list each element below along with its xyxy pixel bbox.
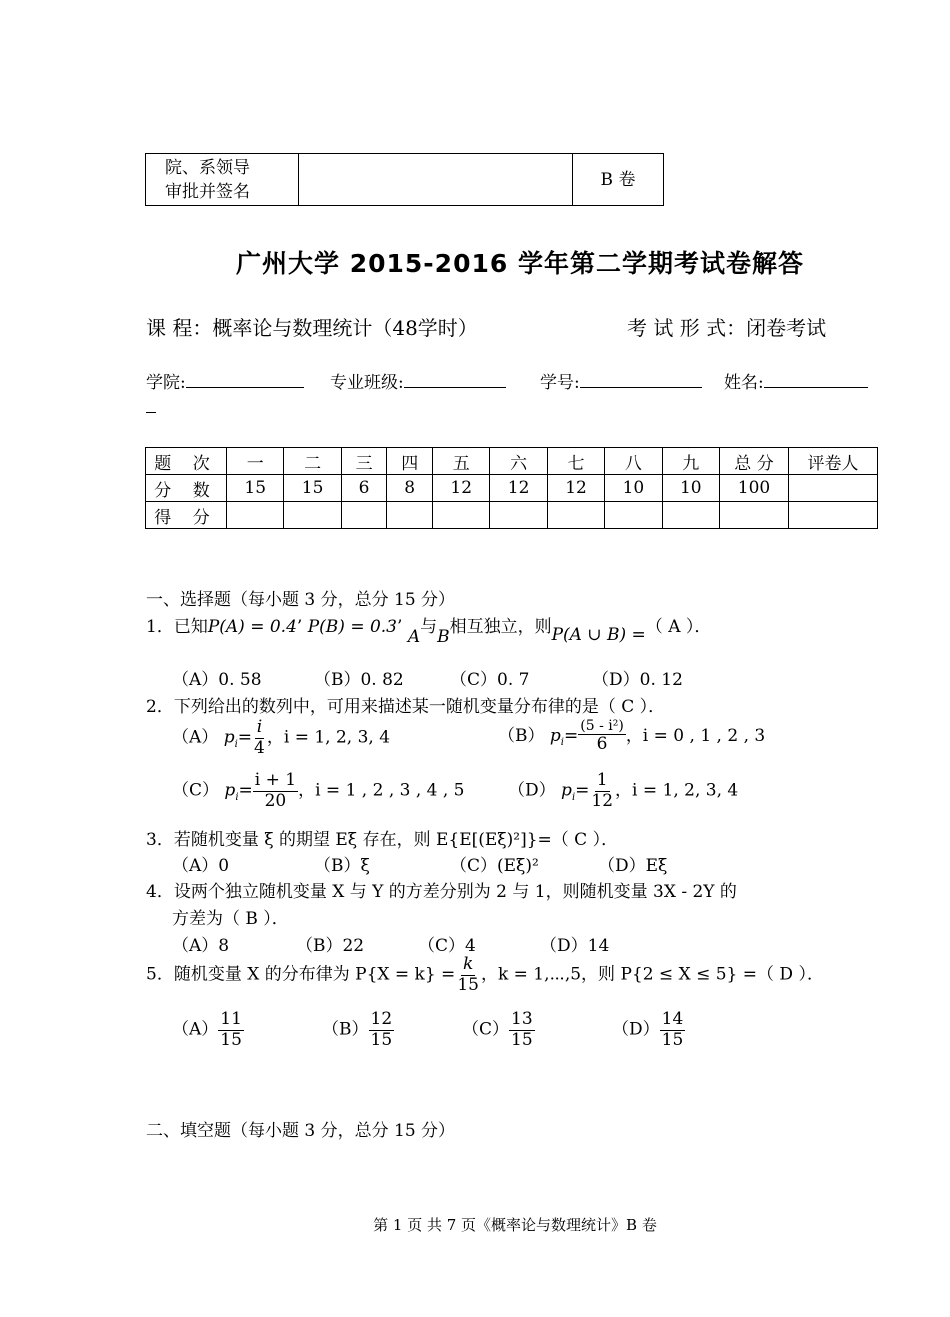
earned-label-cell: 得 分 <box>146 502 227 529</box>
earned-cell <box>789 502 878 529</box>
q2-stem: 2．下列给出的数列中，可用来描述某一随机变量分布律的是（ C ）． <box>146 697 666 717</box>
table-row <box>146 475 878 502</box>
points-cell: 100 <box>720 475 789 502</box>
earned-cell <box>662 502 719 529</box>
table-row <box>146 448 878 475</box>
course-name: 概率论与数理统计（48学时） <box>212 316 478 340</box>
signature-field <box>299 154 573 206</box>
earned-cell <box>547 502 604 529</box>
points-cell: 10 <box>605 475 662 502</box>
points-cell: 8 <box>387 475 433 502</box>
earned-cell <box>605 502 662 529</box>
name-field: 姓名: <box>724 368 868 393</box>
q5-option-c: （C） $\frac{13}{15}$ <box>462 1009 533 1050</box>
earned-cell <box>284 502 341 529</box>
q4-option-c: （C）4 <box>418 936 476 956</box>
paper-version: B 卷 <box>573 154 664 206</box>
q5-option-b: （B） $\frac{12}{15}$ <box>322 1009 393 1050</box>
header-cell: 一 <box>227 448 284 475</box>
page-footer: 第 1 页 共 7 页《概率论与数理统计》B 卷 <box>373 1216 657 1234</box>
q2-option-c: （C） $p_i=$ $\frac{i + 1}{20}$ ，i = 1 , 2 , 3 , 4 , 5 <box>172 770 465 811</box>
header-cell: 二 <box>284 448 341 475</box>
earned-cell <box>490 502 547 529</box>
points-label-cell: 分 数 <box>146 475 227 502</box>
section2-title: 二、填空题（每小题 3 分，总分 15 分） <box>146 1121 456 1141</box>
header-cell: 四 <box>387 448 433 475</box>
header-cell: 七 <box>547 448 604 475</box>
q3-option-b: （B）ξ <box>314 856 370 876</box>
course-label: 课 程： <box>146 316 213 340</box>
points-cell: 15 <box>227 475 284 502</box>
exam-title: 广州大学 2015-2016 学年第二学期考试卷解答 <box>236 249 804 278</box>
exam-type-line <box>627 312 826 341</box>
q1-option-c: （C）0. 7 <box>450 670 530 690</box>
q4-option-d: （D）14 <box>540 936 610 956</box>
points-cell: 12 <box>490 475 547 502</box>
header-label-cell: 题 次 <box>146 448 227 475</box>
course-line <box>146 312 478 341</box>
student-number-field: 学号: <box>540 368 702 393</box>
points-cell: 6 <box>341 475 387 502</box>
q1-option-d: （D）0. 12 <box>592 670 683 690</box>
earned-cell <box>433 502 490 529</box>
q4-stem-line2: 方差为（ B ）． <box>172 909 289 929</box>
college-field: 学院: <box>146 368 304 393</box>
approval-table <box>145 153 664 206</box>
q4-option-b: （B）22 <box>296 936 365 956</box>
score-table <box>145 447 878 529</box>
q4-option-a: （A）8 <box>172 936 230 956</box>
points-cell: 12 <box>433 475 490 502</box>
points-cell <box>789 475 878 502</box>
q2-option-b: （B） $p_i=$ $\frac{\text{(5 - i²)}}{6}$ ，i = 0 , 1 , 2 , 3 <box>498 718 766 755</box>
header-cell: 三 <box>341 448 387 475</box>
class-field: 专业班级: <box>330 368 506 393</box>
underline-wrap <box>146 412 156 413</box>
q5-option-a: （A） $\frac{11}{15}$ <box>172 1009 242 1050</box>
earned-cell <box>720 502 789 529</box>
header-cell: 八 <box>605 448 662 475</box>
header-cell: 五 <box>433 448 490 475</box>
header-cell: 九 <box>662 448 719 475</box>
q4-stem-line1: 4．设两个独立随机变量 X 与 Y 的方差分别为 2 与 1，则随机变量 3X - 2Y 的 <box>146 882 737 902</box>
q1-option-a: （A）0. 58 <box>172 670 262 690</box>
q1-option-b: （B）0. 82 <box>314 670 404 690</box>
header-cell: 评卷人 <box>789 448 878 475</box>
section1-title: 一、选择题（每小题 3 分，总分 15 分） <box>146 590 456 610</box>
points-cell: 15 <box>284 475 341 502</box>
q3-option-a: （A）0 <box>172 856 230 876</box>
q1-stem: 1．已知P(A) = 0.4’ P(B) = 0.3’ A与B相互独立，则P(A ∪ B) =（ A ）． <box>146 617 712 647</box>
exam-type-value: 闭卷考试 <box>746 316 827 340</box>
q5-stem: 5．随机变量 X 的分布律为 P{X = k} = $\frac{k}{15}$ ，k = 1,⋯,5，则 P{2 ≤ X ≤ 5} =（ D ）． <box>146 954 824 995</box>
approval-label: 院、系领导 审批并签名 <box>146 154 299 206</box>
table-row <box>146 502 878 529</box>
q5-option-d: （D） $\frac{14}{15}$ <box>612 1009 684 1050</box>
q3-option-d: （D）Eξ <box>598 856 668 876</box>
q2-option-d: （D） $p_i=$ $\frac{1}{12}$ ，i = 1, 2, 3, 4 <box>508 770 739 811</box>
points-cell: 12 <box>547 475 604 502</box>
q2-option-a: （A） $p_i=$ $\frac{i}{4}$ ，i = 1, 2, 3, 4 <box>172 717 391 758</box>
header-cell: 六 <box>490 448 547 475</box>
q3-stem: 3．若随机变量 ξ 的期望 Eξ 存在，则 E{E[(Eξ)²]}=（ C ）． <box>146 830 619 850</box>
q3-option-c: （C）(Eξ)² <box>450 856 539 876</box>
points-cell: 10 <box>662 475 719 502</box>
earned-cell <box>387 502 433 529</box>
exam-type-label: 考 试 形 式： <box>627 316 747 340</box>
header-cell: 总 分 <box>720 448 789 475</box>
earned-cell <box>341 502 387 529</box>
earned-cell <box>227 502 284 529</box>
